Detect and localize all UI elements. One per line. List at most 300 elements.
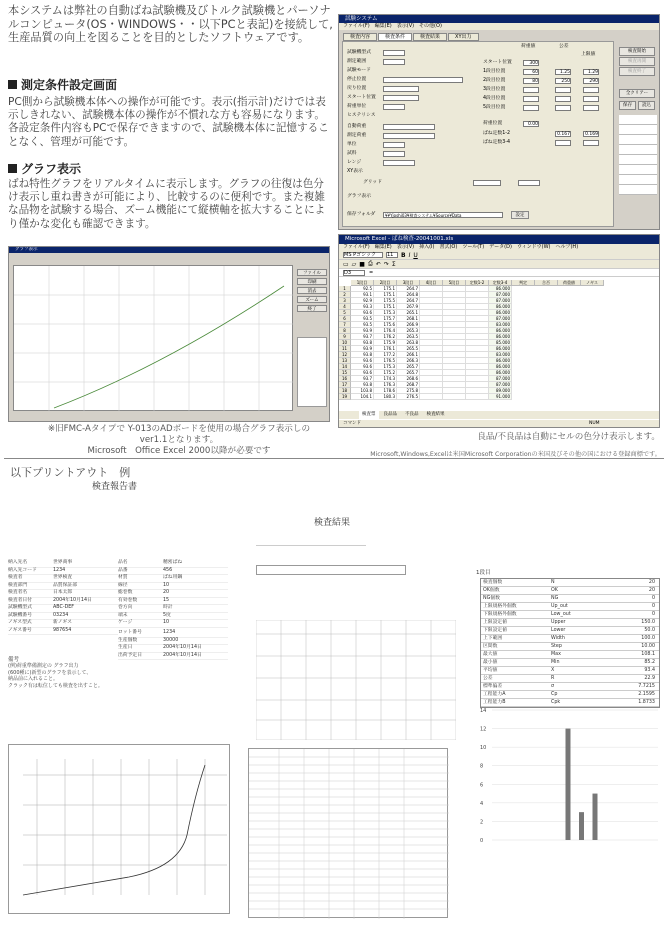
stats-value: 50.0 bbox=[644, 628, 655, 633]
r-label-3: 3段目位置 bbox=[483, 87, 506, 92]
report-field-value: 世界商事 bbox=[53, 560, 73, 565]
table-cell[interactable]: 178.6 bbox=[374, 388, 397, 394]
table-cell[interactable]: 93.9 bbox=[351, 346, 374, 352]
report-field-row bbox=[118, 613, 228, 621]
status-text: コマンド bbox=[343, 421, 361, 426]
trademark-note: Microsoft,Windows,Excelは米国Microsoft Corporationの米国及びその他の国における登録商標です。 bbox=[370, 451, 661, 458]
row-number: 9 bbox=[339, 334, 351, 340]
report-field-value: ABC-DEF bbox=[53, 605, 75, 610]
row-number: 13 bbox=[339, 358, 351, 364]
italic-icon[interactable]: I bbox=[408, 251, 411, 259]
r-label-5: 5段目位置 bbox=[483, 105, 506, 110]
table-cell[interactable]: 266.3 bbox=[397, 358, 420, 364]
col-head-load: 荷重値 bbox=[521, 44, 536, 49]
r-label-load-pos: 荷重位置 bbox=[483, 121, 503, 126]
step4-value[interactable] bbox=[523, 96, 539, 102]
report-field-row bbox=[8, 620, 118, 628]
label-tester-model: 試験機型式 bbox=[347, 50, 371, 55]
list-item[interactable] bbox=[619, 165, 657, 175]
step1-upper[interactable]: 1.29 bbox=[583, 69, 599, 75]
stats-row bbox=[481, 675, 659, 683]
table-cell[interactable]: 86.000 bbox=[489, 310, 512, 316]
column-header: 3段目 bbox=[397, 280, 420, 286]
table-cell[interactable]: 93.7 bbox=[351, 334, 374, 340]
table-cell[interactable]: 264.7 bbox=[397, 298, 420, 304]
stats-row bbox=[481, 595, 659, 603]
table-cell[interactable]: 104.1 bbox=[351, 394, 374, 400]
settings-section-body: PC側から試験機本体への操作が可能です。表示(指示計)だけでは表示しきれない、試験機本体の操作が不慣れな方も容易になります。各設定条件内容もPCで保存できますので、試験機本体に記憶することなく、管理が可能です。 bbox=[8, 96, 329, 148]
underline-icon[interactable]: U bbox=[413, 251, 418, 259]
step3-lower[interactable] bbox=[555, 87, 571, 93]
table-cell[interactable]: 265.5 bbox=[397, 346, 420, 352]
row-number: 15 bbox=[339, 370, 351, 376]
table-cell[interactable]: 175.5 bbox=[374, 298, 397, 304]
printout-data-sheet bbox=[248, 748, 448, 918]
table-cell[interactable]: 85.000 bbox=[489, 340, 512, 346]
sheet-tab-bad[interactable]: 不良品 bbox=[405, 412, 419, 417]
printout-curve bbox=[23, 765, 205, 895]
report-left-fields bbox=[8, 560, 118, 635]
table-cell[interactable]: 180.3 bbox=[374, 394, 397, 400]
table-cell[interactable]: 276.5 bbox=[397, 394, 420, 400]
table-cell[interactable]: 175.1 bbox=[374, 286, 397, 292]
report-field-row bbox=[8, 590, 118, 598]
table-cell[interactable]: 91.000 bbox=[489, 394, 512, 400]
report-field-value: 日本太郎 bbox=[53, 590, 73, 595]
table-cell[interactable]: 175.7 bbox=[374, 316, 397, 322]
resume-inspection-button[interactable]: 検査再開 bbox=[619, 57, 655, 66]
save-button[interactable]: 保存 bbox=[619, 101, 636, 110]
report-field-row bbox=[8, 613, 118, 621]
table-cell[interactable]: 93.8 bbox=[351, 340, 374, 346]
report-field-row bbox=[8, 560, 118, 568]
table-cell[interactable]: 266.9 bbox=[397, 322, 420, 328]
report-field-row bbox=[118, 653, 228, 661]
table-cell[interactable]: 175.9 bbox=[374, 340, 397, 346]
table-cell[interactable]: 87.000 bbox=[489, 376, 512, 382]
unit-select[interactable] bbox=[383, 142, 405, 148]
table-cell[interactable]: 176.5 bbox=[374, 358, 397, 364]
list-item[interactable] bbox=[619, 135, 657, 145]
report-field-row bbox=[8, 575, 118, 583]
r-label-2: 2段目位置 bbox=[483, 78, 506, 83]
label-range: 測定範囲 bbox=[347, 59, 367, 64]
menu-edit[interactable]: 編集(E) bbox=[374, 244, 392, 250]
label-stop-pos: 停止位置 bbox=[347, 77, 367, 82]
new-file-icon[interactable]: ▭ bbox=[343, 260, 349, 268]
column-header: 4段目 bbox=[420, 280, 443, 286]
step5-upper[interactable] bbox=[583, 105, 599, 111]
divider bbox=[4, 458, 664, 459]
table-cell[interactable]: 264.8 bbox=[397, 292, 420, 298]
table-cell[interactable]: 265.7 bbox=[397, 364, 420, 370]
graph-file-button[interactable]: ファイル bbox=[297, 269, 327, 276]
table-cell[interactable] bbox=[443, 394, 466, 400]
report-right-fields bbox=[118, 560, 228, 628]
r-label-k12: ばね定数1-2 bbox=[483, 131, 511, 136]
excel-sheet-grid[interactable] bbox=[339, 280, 660, 410]
stats-row bbox=[481, 667, 659, 675]
menu-help[interactable]: ヘルプ(H) bbox=[555, 244, 579, 250]
report-field-value: 03234 bbox=[53, 612, 69, 618]
graph-side-list bbox=[297, 337, 327, 407]
bold-icon[interactable]: B bbox=[401, 251, 406, 259]
row-number: 2 bbox=[339, 292, 351, 298]
measure-load-select[interactable] bbox=[383, 133, 435, 139]
table-cell[interactable] bbox=[420, 394, 443, 400]
table-cell[interactable]: 86.000 bbox=[489, 370, 512, 376]
start-pos-select[interactable] bbox=[383, 95, 419, 101]
stats-label: 最小値 bbox=[483, 660, 498, 665]
table-cell[interactable]: 93.5 bbox=[351, 316, 374, 322]
report-field-label: 品名 bbox=[118, 560, 128, 565]
stats-value: 22.9 bbox=[644, 676, 655, 681]
row-number: 5 bbox=[339, 310, 351, 316]
table-cell[interactable]: 268.1 bbox=[397, 316, 420, 322]
load-unit-select[interactable] bbox=[383, 104, 405, 110]
table-cell[interactable]: 264.7 bbox=[397, 286, 420, 292]
column-header: 合否 bbox=[535, 280, 558, 286]
list-item[interactable] bbox=[619, 115, 657, 125]
menu-insert[interactable]: 挿入(I) bbox=[419, 244, 435, 250]
report-field-value: 456 bbox=[163, 567, 173, 573]
report-field-label: ノギス型式 bbox=[8, 620, 32, 625]
r-label-k34: ばね定数3-4 bbox=[483, 140, 511, 145]
table-cell[interactable]: 87.000 bbox=[489, 382, 512, 388]
menu-window[interactable]: ウィンドウ(W) bbox=[516, 244, 551, 250]
list-item[interactable] bbox=[619, 145, 657, 155]
stats-table bbox=[480, 578, 660, 708]
table-cell[interactable]: 267.9 bbox=[397, 304, 420, 310]
undo-icon[interactable]: ↶ bbox=[375, 260, 381, 268]
table-cell[interactable]: 176.1 bbox=[374, 346, 397, 352]
table-cell[interactable]: 86.000 bbox=[489, 328, 512, 334]
list-item[interactable] bbox=[619, 185, 657, 195]
divider bbox=[256, 545, 366, 546]
grid-y-field[interactable] bbox=[518, 180, 540, 186]
stats-title: 1段目 bbox=[476, 570, 491, 576]
table-cell[interactable]: 265.1 bbox=[397, 310, 420, 316]
menu-data[interactable]: データ(D) bbox=[489, 244, 512, 250]
label-range2: レンジ bbox=[347, 160, 362, 165]
step2-lower[interactable]: 250 bbox=[555, 78, 571, 84]
step2-upper[interactable]: 290 bbox=[583, 78, 599, 84]
stats-row bbox=[481, 603, 659, 611]
table-cell[interactable]: 93.3 bbox=[351, 304, 374, 310]
report-field-row bbox=[118, 630, 228, 638]
font-select[interactable]: MS Pゴシック bbox=[343, 252, 383, 258]
stats-value: 100.0 bbox=[641, 636, 655, 641]
table-cell[interactable]: 175.3 bbox=[374, 364, 397, 370]
hist-y-tick: 4 bbox=[480, 800, 484, 807]
report-field-value: 5度 bbox=[163, 612, 171, 618]
table-cell[interactable]: 266.1 bbox=[397, 352, 420, 358]
menu-tools[interactable]: ツール(T) bbox=[462, 244, 485, 250]
graph-clear-button[interactable]: 消去 bbox=[297, 287, 327, 294]
remarks-text: (例)荷重準備測定の グラフ出力 (600種に)新型のグラフを表示して、 納品前に入れること。 クラック有は転位しても検査を出すこと。 bbox=[8, 663, 103, 689]
col-head-upper: 上限値 bbox=[581, 52, 596, 57]
step5-value[interactable] bbox=[523, 105, 539, 111]
table-cell[interactable]: 93.1 bbox=[351, 292, 374, 298]
step1-lower[interactable]: 1.25 bbox=[555, 69, 571, 75]
step1-value[interactable]: 60 bbox=[523, 69, 539, 75]
report-field-row bbox=[118, 605, 228, 613]
list-item[interactable] bbox=[619, 175, 657, 185]
stats-label: NG個数 bbox=[483, 596, 500, 601]
range-select[interactable] bbox=[383, 59, 405, 65]
step2-value[interactable]: 80 bbox=[523, 78, 539, 84]
k12-lower[interactable]: 0.167 bbox=[555, 131, 571, 137]
sheet-tab-results[interactable]: 検査結果 bbox=[426, 412, 445, 417]
stats-symbol: X bbox=[551, 668, 555, 673]
summary-box bbox=[256, 565, 406, 575]
table-cell[interactable]: 175.1 bbox=[374, 292, 397, 298]
operator-field-list bbox=[619, 115, 657, 227]
graph-window bbox=[8, 246, 330, 422]
font-size-select[interactable]: 11 bbox=[386, 252, 398, 258]
table-cell[interactable]: 86.000 bbox=[489, 286, 512, 292]
table-cell[interactable]: 93.8 bbox=[351, 382, 374, 388]
table-cell[interactable]: 176.3 bbox=[374, 382, 397, 388]
table-cell[interactable]: 93.5 bbox=[351, 322, 374, 328]
step4-upper[interactable] bbox=[583, 96, 599, 102]
tab-inspection[interactable]: 検査内容 bbox=[343, 33, 377, 41]
load-table-lines bbox=[256, 620, 456, 740]
table-cell[interactable]: 92.5 bbox=[351, 286, 374, 292]
step3-upper[interactable] bbox=[583, 87, 599, 93]
table-cell[interactable]: 93.9 bbox=[351, 328, 374, 334]
stats-symbol: Lower bbox=[551, 628, 566, 633]
start-inspection-button[interactable]: 検査開始 bbox=[619, 47, 655, 56]
return-pos-select[interactable] bbox=[383, 86, 419, 92]
end-inspection-button[interactable]: 検査終了 bbox=[619, 67, 655, 76]
tab-xy-output[interactable]: XY出力 bbox=[448, 33, 478, 41]
menu-view[interactable]: 表示(V) bbox=[396, 244, 415, 250]
label-load-unit: 荷重単位 bbox=[347, 104, 367, 109]
load-pos-value[interactable]: 0.00 bbox=[523, 121, 539, 127]
stats-symbol: Cp bbox=[551, 692, 558, 697]
stats-label: 上下範囲 bbox=[483, 636, 503, 641]
k34-lower[interactable] bbox=[555, 140, 571, 146]
spring-curve-line bbox=[54, 286, 284, 408]
report-field-label: ゲージ bbox=[118, 620, 133, 625]
square-bullet-icon bbox=[8, 164, 17, 173]
table-cell[interactable]: 175.1 bbox=[374, 304, 397, 310]
column-header: 荷重値 bbox=[558, 280, 581, 286]
graph-exit-button[interactable]: 終了 bbox=[297, 305, 327, 312]
stats-row bbox=[481, 635, 659, 643]
label-measure-load: 測定荷重 bbox=[347, 133, 367, 138]
label-xy-display: XY表示 bbox=[347, 169, 363, 174]
stats-row bbox=[481, 643, 659, 651]
print-icon[interactable]: ⎙ bbox=[367, 260, 373, 267]
stats-value: 20 bbox=[648, 588, 655, 593]
auto-load-select[interactable] bbox=[383, 124, 435, 130]
table-cell[interactable]: 83.000 bbox=[489, 352, 512, 358]
table-cell[interactable]: 265.3 bbox=[397, 328, 420, 334]
stats-label: 工程能力B bbox=[483, 700, 506, 705]
tester-model-select[interactable] bbox=[383, 50, 405, 56]
save-folder-field[interactable]: ¥¥Yjoshi03¥検査システム¥Source¥Data bbox=[383, 212, 503, 218]
stats-row bbox=[481, 587, 659, 595]
r-label-1: 1段目位置 bbox=[483, 69, 506, 74]
hist-y-tick: 2 bbox=[480, 819, 484, 826]
list-item[interactable] bbox=[619, 155, 657, 165]
row-number: 19 bbox=[339, 394, 351, 400]
report-field-value: 1234 bbox=[53, 567, 66, 573]
stats-symbol: NG bbox=[551, 596, 559, 601]
report-field-label: 試験機型式 bbox=[8, 605, 32, 610]
report-field-label: 納入先コード bbox=[8, 567, 37, 573]
table-cell[interactable] bbox=[466, 394, 489, 400]
step5-lower[interactable] bbox=[555, 105, 571, 111]
sheet-tab-good[interactable]: 良品品 bbox=[383, 412, 397, 417]
table-cell[interactable]: 265.7 bbox=[397, 370, 420, 376]
report-field-value: 1234 bbox=[163, 630, 176, 635]
table-cell[interactable]: 86.000 bbox=[489, 358, 512, 364]
table-cell[interactable]: 175.3 bbox=[374, 310, 397, 316]
stats-symbol: Up_out bbox=[551, 604, 568, 609]
report-field-row bbox=[118, 620, 228, 628]
table-cell[interactable]: 93.6 bbox=[351, 358, 374, 364]
step4-lower[interactable] bbox=[555, 96, 571, 102]
table-cell[interactable]: 93.6 bbox=[351, 310, 374, 316]
load-button[interactable]: 読込 bbox=[638, 101, 655, 110]
excel-formula-bar bbox=[339, 269, 659, 277]
k34-upper[interactable] bbox=[583, 140, 599, 146]
stats-row bbox=[481, 611, 659, 619]
report-field-row bbox=[118, 590, 228, 598]
stats-label: 標準偏差 bbox=[483, 684, 503, 689]
table-cell[interactable]: 176.4 bbox=[374, 328, 397, 334]
printout-data-lines bbox=[249, 749, 449, 919]
table-cell[interactable]: 275.8 bbox=[397, 388, 420, 394]
report-field-label: 総巻数 bbox=[118, 590, 133, 595]
redo-icon[interactable]: ↷ bbox=[383, 260, 389, 268]
report-field-row bbox=[118, 583, 228, 591]
save-disk-icon[interactable]: ■ bbox=[359, 260, 365, 268]
column-header: 定数3-4 bbox=[489, 280, 512, 286]
table-cell[interactable]: 175.2 bbox=[374, 370, 397, 376]
table-cell[interactable]: 86.000 bbox=[489, 304, 512, 310]
stats-label: 検査個数 bbox=[483, 580, 503, 585]
hist-y-tick: 8 bbox=[480, 763, 484, 770]
hist-y-tick: 14 bbox=[480, 708, 487, 714]
table-cell[interactable]: 263.5 bbox=[397, 334, 420, 340]
report-field-label: 生産日 bbox=[118, 645, 133, 650]
report-field-value: 2004年10月14日 bbox=[163, 645, 202, 650]
k12-upper[interactable]: 0.169 bbox=[583, 131, 599, 137]
open-folder-icon[interactable]: ▱ bbox=[351, 260, 357, 268]
label-grid: グリッド bbox=[363, 180, 382, 185]
tab-results[interactable]: 検査結果 bbox=[413, 33, 447, 41]
report-field-value: 30000 bbox=[163, 637, 179, 643]
grid-x-field[interactable] bbox=[473, 180, 501, 186]
tab-conditions[interactable]: 検査条件 bbox=[378, 33, 412, 41]
report-field-value: ばね用鋼 bbox=[163, 575, 183, 580]
start-value[interactable]: 300 bbox=[523, 60, 539, 66]
table-cell[interactable]: 92.9 bbox=[351, 298, 374, 304]
table-cell[interactable]: 177.2 bbox=[374, 352, 397, 358]
table-cell[interactable]: 89.000 bbox=[489, 388, 512, 394]
range2-select[interactable] bbox=[383, 160, 415, 166]
table-cell[interactable]: 175.6 bbox=[374, 322, 397, 328]
table-cell[interactable]: 268.7 bbox=[397, 382, 420, 388]
stats-symbol: R bbox=[551, 676, 555, 681]
printout-graph-svg bbox=[9, 745, 231, 915]
column-header: 判定 bbox=[512, 280, 535, 286]
stats-value: 10.00 bbox=[641, 644, 655, 649]
load-table bbox=[256, 620, 456, 740]
row-number: 11 bbox=[339, 346, 351, 352]
menu-file[interactable]: ファイル(F) bbox=[343, 244, 370, 250]
table-cell[interactable]: 93.6 bbox=[351, 364, 374, 370]
table-cell[interactable]: 93.8 bbox=[351, 352, 374, 358]
table-cell[interactable]: 86.000 bbox=[489, 334, 512, 340]
table-cell[interactable]: 87.000 bbox=[489, 292, 512, 298]
cell-name-box[interactable]: D3 bbox=[343, 270, 365, 276]
hist-y-tick: 6 bbox=[480, 782, 484, 789]
table-row[interactable] bbox=[339, 394, 512, 400]
stats-label: 上限規格外個数 bbox=[483, 604, 517, 609]
hist-bar bbox=[579, 812, 584, 840]
sample-select[interactable] bbox=[383, 151, 405, 157]
sheet-tab-inspection[interactable]: 検査票 bbox=[359, 411, 379, 419]
graph-print-button[interactable]: 印刷 bbox=[297, 278, 327, 285]
table-cell[interactable]: 174.3 bbox=[374, 376, 397, 382]
report-field-row bbox=[118, 638, 228, 646]
report-field-label: 有効巻数 bbox=[118, 597, 138, 603]
table-cell[interactable]: 87.000 bbox=[489, 298, 512, 304]
table-cell[interactable]: 263.8 bbox=[397, 340, 420, 346]
clear-all-button[interactable]: 全クリアー bbox=[619, 89, 655, 98]
settings-window-menubar: ファイル(F) 編集(E) 表示(V) その他(O) bbox=[339, 23, 659, 30]
stats-label: 下限規格外個数 bbox=[483, 612, 517, 617]
table-cell[interactable]: 176.2 bbox=[374, 334, 397, 340]
table-cell[interactable]: 103.8 bbox=[351, 388, 374, 394]
report-lot-fields bbox=[118, 630, 228, 660]
report-field-label: 巻方向 bbox=[118, 605, 133, 610]
table-cell[interactable]: 87.000 bbox=[489, 316, 512, 322]
table-cell[interactable]: 93.7 bbox=[351, 376, 374, 382]
table-cell[interactable]: 86.000 bbox=[489, 364, 512, 370]
table-cell[interactable]: 268.6 bbox=[397, 376, 420, 382]
stats-symbol: Min bbox=[551, 660, 560, 665]
step3-value[interactable] bbox=[523, 87, 539, 93]
row-number: 17 bbox=[339, 382, 351, 388]
label-auto-load: 自動荷重 bbox=[347, 124, 367, 129]
graph-canvas bbox=[13, 265, 293, 411]
list-item[interactable] bbox=[619, 125, 657, 135]
stop-pos-field[interactable] bbox=[383, 77, 463, 83]
label-unit: 単位 bbox=[347, 142, 357, 147]
report-field-row bbox=[118, 575, 228, 583]
stats-value: 93.4 bbox=[644, 668, 655, 673]
table-cell[interactable]: 86.000 bbox=[489, 346, 512, 352]
table-cell[interactable]: 93.6 bbox=[351, 370, 374, 376]
report-field-label: 検査者 bbox=[8, 575, 23, 580]
excel-sheet-tabs bbox=[339, 411, 660, 419]
stats-row bbox=[481, 627, 659, 635]
sum-icon[interactable]: Σ bbox=[391, 260, 396, 268]
report-field-label: 端末 bbox=[118, 612, 128, 618]
graph-zoom-button[interactable]: ズーム bbox=[297, 296, 327, 303]
row-number: 1 bbox=[339, 286, 351, 292]
menu-format[interactable]: 書式(O) bbox=[439, 244, 458, 250]
excel-standard-toolbar bbox=[339, 260, 659, 269]
table-cell[interactable]: 83.000 bbox=[489, 322, 512, 328]
folder-set-button[interactable]: 設定 bbox=[511, 211, 529, 219]
